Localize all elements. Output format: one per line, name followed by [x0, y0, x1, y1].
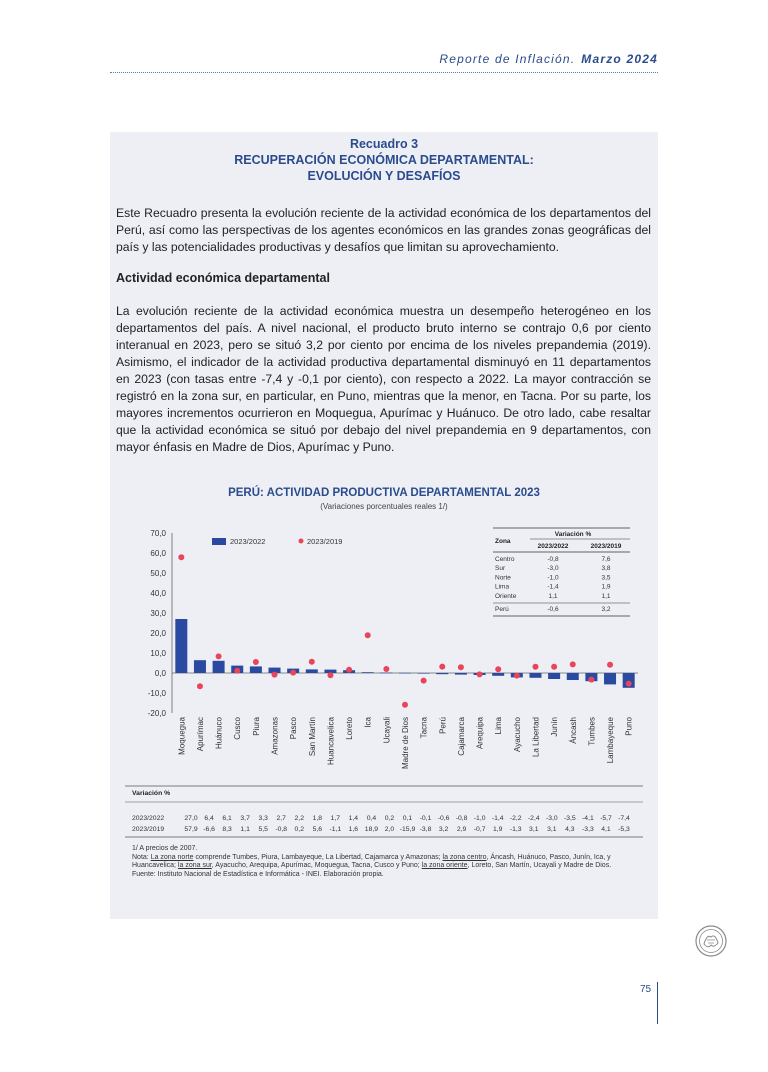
table-cell-2023-2022: 3,7	[240, 815, 250, 822]
subheading: Actividad económica departamental	[116, 271, 330, 285]
zona-sur-text: , Ayacucho, Arequipa, Apurímac, Moquegua, Tacna, Cusco y Puno;	[211, 862, 422, 870]
inset-value-2023-2022: -0,8	[547, 556, 559, 563]
table-cell-2023-2019: -1,3	[509, 826, 522, 833]
x-category-label: Ayacucho	[512, 717, 522, 752]
table-cell-2023-2019: 4,3	[565, 826, 575, 833]
dot-2023-2019	[570, 661, 576, 667]
table-cell-2023-2022: 6,4	[204, 815, 214, 822]
bar-2023-2022	[306, 669, 318, 673]
dot-2023-2019	[532, 664, 538, 670]
x-category-label: Arequipa	[475, 717, 485, 750]
x-category-label: Apurímac	[195, 717, 205, 752]
legend-swatch-2023-2022	[212, 538, 226, 545]
nota-prefix: Nota:	[132, 853, 151, 861]
table-cell-2023-2022: -7,4	[618, 815, 630, 822]
bar-2023-2022	[250, 666, 262, 673]
table-cell-2023-2022: -0,6	[437, 815, 450, 822]
table-cell-2023-2022: -3,0	[545, 815, 558, 822]
dot-2023-2019	[346, 667, 352, 673]
footnote-fuente: Fuente: Instituto Nacional de Estadística e Informática - INEI. Elaboración propia.	[132, 870, 384, 878]
box-label: Recuadro 3	[349, 137, 419, 151]
table-cell-2023-2019: -3,3	[582, 826, 594, 833]
y-tick-label: 60,0	[150, 549, 166, 558]
dot-2023-2019	[383, 666, 389, 672]
table-cell-2023-2022: -3,5	[564, 815, 576, 822]
dot-2023-2019	[272, 672, 278, 678]
y-tick-label: 40,0	[150, 589, 166, 598]
table-cell-2023-2019: 57,9	[184, 826, 198, 833]
x-category-label: Junín	[550, 717, 560, 737]
dot-2023-2019	[439, 664, 445, 670]
chart-title: PERÚ: ACTIVIDAD PRODUCTIVA DEPARTAMENTAL 2023	[228, 487, 540, 499]
y-tick-label: 30,0	[150, 609, 166, 618]
x-category-label: Huancavelica	[326, 717, 336, 766]
bar-2023-2022	[567, 673, 579, 680]
bar-2023-2022	[399, 673, 411, 674]
table-header: Variación %	[132, 790, 171, 797]
table-cell-2023-2019: 1,6	[348, 826, 359, 833]
dot-2023-2019	[514, 673, 520, 679]
table-cell-2023-2019: -5,3	[618, 826, 630, 833]
inset-value-2023-2019: 1,1	[601, 592, 611, 600]
y-tick-label: 20,0	[150, 629, 166, 638]
x-category-label: Piura	[251, 717, 261, 736]
table-cell-2023-2022: 3,3	[258, 815, 268, 822]
bcrp-seal-icon	[694, 924, 728, 958]
table-row-label: 2023/2022	[132, 815, 165, 822]
y-tick-label: -20,0	[147, 709, 166, 718]
dot-2023-2019	[402, 702, 408, 708]
dot-2023-2019	[309, 659, 315, 665]
table-cell-2023-2022: 0,1	[402, 815, 413, 822]
inset-value-2023-2019: 1,9	[601, 583, 611, 591]
table-cell-2023-2019: 0,2	[294, 826, 304, 833]
zona-norte-text: comprende Tumbes, Piura, Lambayeque, La Libertad, Cajamarca y Amazonas;	[193, 853, 443, 861]
x-category-label: Huánuco	[214, 717, 224, 750]
inset-zona-header: Zona	[495, 538, 511, 545]
chart-subtitle: (Variaciones porcentuales reales 1/)	[320, 502, 448, 511]
dot-2023-2019	[551, 664, 557, 670]
table-cell-2023-2022: 1,8	[312, 815, 323, 822]
x-category-label: Cajamarca	[456, 717, 466, 756]
table-cell-2023-2022: 2,7	[276, 815, 286, 822]
table-cell-2023-2022: 0,2	[384, 815, 395, 822]
y-tick-label: 70,0	[150, 529, 166, 538]
dot-2023-2019	[365, 632, 371, 638]
inset-total-name: Perú	[495, 606, 509, 613]
table-cell-2023-2019: -1,1	[329, 826, 342, 833]
x-category-label: Perú	[438, 717, 448, 734]
dot-2023-2019	[421, 678, 427, 684]
x-category-label: Lambayeque	[606, 717, 616, 764]
inset-value-2023-2022: -3,0	[547, 565, 559, 573]
inset-value-2023-2019: 3,5	[601, 574, 611, 582]
dot-2023-2019	[178, 554, 184, 560]
y-tick-label: 10,0	[150, 649, 166, 658]
table-cell-2023-2022: -5,7	[600, 815, 612, 822]
body-paragraph: La evolución reciente de la actividad económica muestra un desempeño heterogéneo en los departamentos del país. A nivel nacional, el producto bruto interno se contrajo 0,6 por ciento interanual en 2023, pero se situó 3,2 por ciento por encima de los niveles prepandemia (2019). Asimismo, el indicador de la actividad productiva departamental disminuyó en 11 departamentos en 2023 (con tasas entre -7,4 y -0,1 por ciento), con respecto a 2022. La mayor contracción se registró en la zona sur, en particular, en Puno, mientras que la menor, en Tacna. Por su parte, los mayores incrementos ocurrieron en Moquegua, Apurímac y Huánuco. De otro lado, cabe resaltar que la actividad económica se situó por debajo del nivel prepandemia en 9 departamentos, con mayor énfasis en Madre de Dios, Apurímac y Puno.	[116, 304, 651, 454]
inset-value-2023-2019: 3,8	[601, 565, 611, 573]
x-category-label: Lima	[494, 717, 504, 735]
table-cell-2023-2022: -1,4	[491, 815, 504, 822]
running-header	[439, 52, 658, 66]
bar-chart	[110, 512, 658, 1072]
bar-2023-2022	[213, 661, 225, 673]
dot-2023-2019	[327, 672, 333, 678]
legend-dot-2023-2019	[299, 539, 304, 544]
x-category-label: Amazonas	[270, 717, 280, 755]
bar-2023-2022	[362, 672, 374, 673]
table-cell-2023-2019: 4,1	[601, 826, 611, 833]
table-cell-2023-2022: 2,2	[294, 815, 304, 822]
legend-label-2023-2022: 2023/2022	[230, 537, 266, 546]
zona-oriente-text: , Loreto, San Martín, Ucayali y Madre de Dios.	[467, 862, 612, 870]
box-title-line1: RECUPERACIÓN ECONÓMICA DEPARTAMENTAL:	[234, 153, 534, 167]
y-tick-label: -10,0	[147, 689, 166, 698]
table-cell-2023-2022: 1,7	[330, 815, 341, 822]
table-cell-2023-2019: 1,1	[240, 826, 250, 833]
x-category-label: Puno	[624, 717, 634, 736]
table-cell-2023-2022: -0,1	[419, 815, 432, 822]
table-cell-2023-2019: -0,8	[275, 826, 288, 833]
table-cell-2023-2019: -15,9	[399, 826, 416, 833]
y-tick-label: 0,0	[154, 669, 166, 678]
inset-zona-name: Oriente	[495, 592, 517, 600]
table-cell-2023-2019: 3,1	[547, 826, 557, 833]
dot-2023-2019	[626, 681, 632, 687]
table-cell-2023-2022: 6,1	[222, 815, 232, 822]
bar-2023-2022	[492, 673, 504, 676]
zona-centro-text: , Áncash, Huánuco, Pasco, Junín, Ica, y Huancavelica;	[132, 853, 611, 870]
y-tick-label: 50,0	[150, 569, 166, 578]
intro-paragraph: Este Recuadro presenta la evolución reciente de la actividad económica de los departamentos del Perú, así como las perspectivas de los agentes económicos en las grandes zonas geográficas del país y las potencialidades productivas y desafíos que limitan su aprovechamiento.	[116, 206, 651, 254]
table-cell-2023-2019: 2,9	[456, 826, 467, 833]
x-category-label: Tacna	[419, 717, 429, 739]
table-cell-2023-2019: 5,6	[312, 826, 323, 833]
inset-value-2023-2022: 1,1	[548, 592, 558, 600]
table-cell-2023-2019: 3,1	[529, 826, 539, 833]
dot-2023-2019	[588, 677, 594, 683]
table-cell-2023-2022: 1,4	[348, 815, 359, 822]
bar-2023-2022	[604, 673, 616, 684]
table-cell-2023-2022: -4,1	[582, 815, 594, 822]
x-category-label: Áncash	[568, 717, 578, 744]
inset-zona-name: Norte	[495, 574, 511, 582]
inset-col-header: 2023/2019	[590, 543, 622, 550]
dot-2023-2019	[495, 666, 501, 672]
table-cell-2023-2022: -2,2	[509, 815, 522, 822]
dot-2023-2019	[197, 683, 203, 689]
header-edition: Marzo 2024	[581, 52, 658, 66]
table-cell-2023-2022: 27,0	[184, 815, 198, 822]
zona-sur-label: la zona sur	[177, 862, 212, 870]
header-report: Reporte de Inflación.	[439, 52, 576, 66]
table-cell-2023-2019: -6,6	[203, 826, 215, 833]
footnote-1: 1/ A precios de 2007.	[132, 845, 198, 852]
table-cell-2023-2022: 0,4	[366, 815, 377, 822]
dot-2023-2019	[253, 659, 259, 665]
table-cell-2023-2019: -3,8	[419, 826, 432, 833]
bar-2023-2022	[548, 673, 560, 679]
dot-2023-2019	[216, 653, 222, 659]
bar-2023-2022	[455, 673, 467, 675]
table-cell-2023-2019: -0,7	[473, 826, 486, 833]
table-cell-2023-2019: 5,5	[258, 826, 268, 833]
x-category-label: San Martín	[307, 717, 317, 757]
box-title-line2: EVOLUCIÓN Y DESAFÍOS	[307, 169, 461, 183]
bar-2023-2022	[418, 673, 430, 674]
x-category-label: Moquegua	[177, 717, 187, 755]
inset-value-2023-2022: -1,0	[547, 574, 559, 582]
zona-norte-label: La zona norte	[150, 853, 194, 861]
dot-2023-2019	[458, 664, 464, 670]
inset-zona-name: Lima	[495, 583, 510, 591]
x-category-label: Loreto	[345, 717, 355, 740]
table-cell-2023-2022: -1,0	[473, 815, 486, 822]
recuadro-box	[110, 132, 658, 919]
zona-centro-label: la zona centro	[442, 853, 487, 861]
footnote-nota	[132, 854, 652, 871]
inset-col-header: 2023/2022	[537, 543, 569, 550]
dot-2023-2019	[290, 670, 296, 676]
inset-value-2023-2022: -1,4	[547, 583, 559, 591]
x-category-label: Ica	[363, 717, 373, 728]
bar-2023-2022	[380, 673, 392, 674]
x-category-label: Pasco	[289, 717, 299, 740]
inset-title: Variación %	[554, 531, 592, 538]
bar-2023-2022	[436, 673, 448, 674]
inset-total-2023-2022: -0,6	[547, 606, 559, 613]
table-row-label: 2023/2019	[132, 826, 165, 833]
inset-value-2023-2019: 7,6	[601, 556, 611, 563]
table-cell-2023-2019: 18,9	[364, 826, 379, 833]
table-cell-2023-2022: -2,4	[527, 815, 540, 822]
table-cell-2023-2019: 8,3	[222, 826, 232, 833]
x-category-label: Tumbes	[587, 717, 597, 746]
x-category-label: Madre de Dios	[401, 717, 410, 770]
inset-zona-name: Centro	[495, 556, 515, 563]
footnotes	[132, 845, 652, 879]
table-cell-2023-2022: -0,8	[455, 815, 468, 822]
page-number: 75	[640, 984, 652, 995]
zona-oriente-label: la zona oriente	[421, 862, 468, 870]
bar-2023-2022	[175, 619, 187, 673]
x-category-label: Cusco	[233, 717, 243, 740]
x-category-label: Ucayali	[382, 717, 392, 744]
header-rule	[110, 72, 658, 73]
page-number-rule	[657, 982, 658, 1024]
inset-zona-name: Sur	[495, 565, 506, 573]
table-cell-2023-2019: 1,9	[492, 826, 503, 833]
dot-2023-2019	[477, 671, 483, 677]
bar-2023-2022	[529, 673, 541, 678]
bar-2023-2022	[194, 660, 206, 673]
table-cell-2023-2019: 2,0	[384, 826, 395, 833]
table-cell-2023-2019: 3,2	[438, 826, 449, 833]
dot-2023-2019	[607, 662, 613, 668]
legend-label-2023-2019: 2023/2019	[307, 537, 343, 546]
dot-2023-2019	[234, 668, 240, 674]
x-category-label: La Libertad	[531, 717, 541, 758]
inset-total-2023-2019: 3,2	[601, 606, 611, 613]
